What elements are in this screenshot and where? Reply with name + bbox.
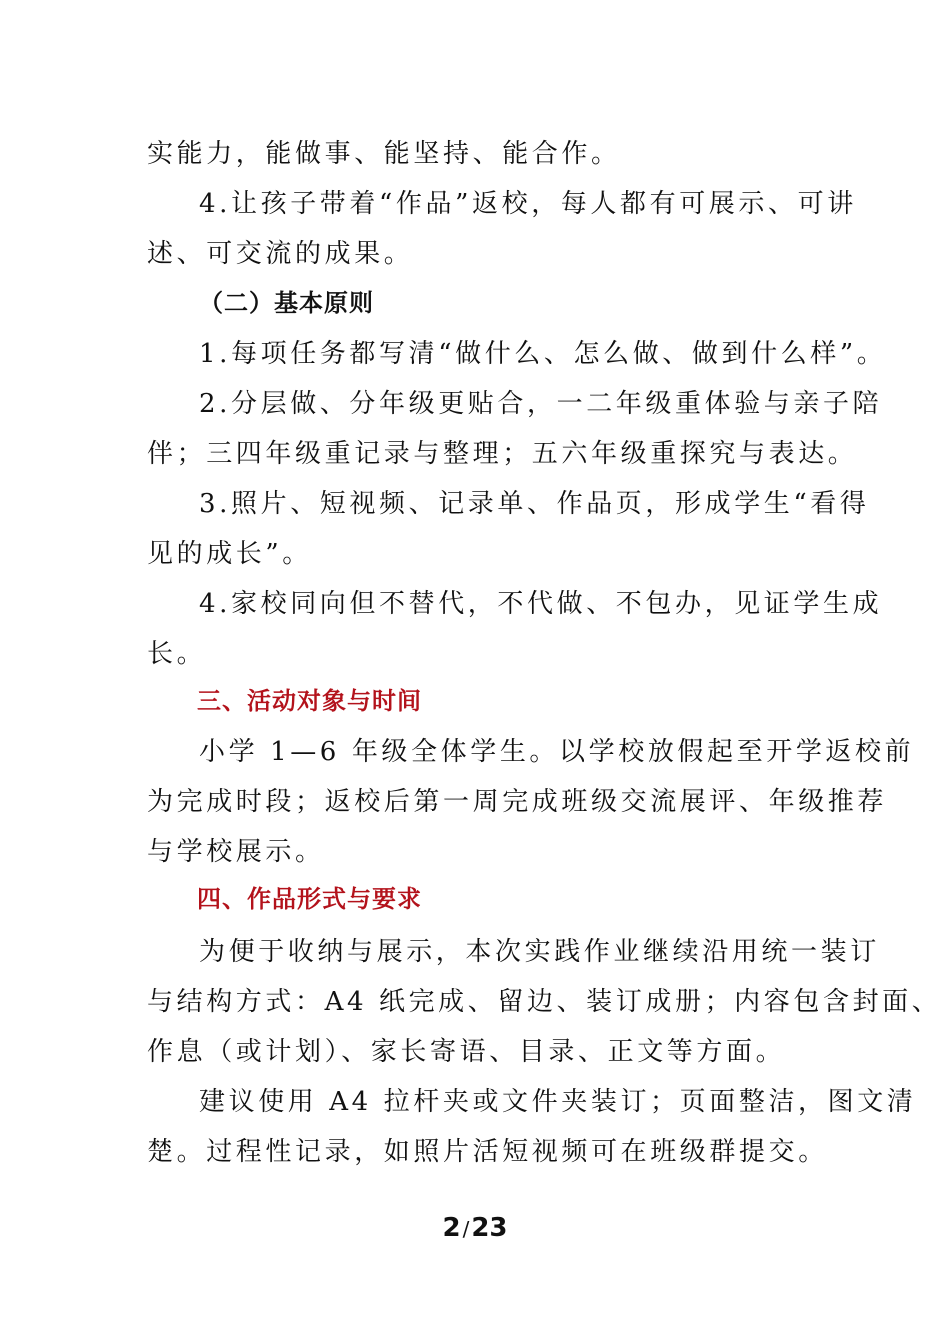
page-number-current: 2 — [442, 1213, 461, 1243]
page-number-separator: / — [462, 1217, 470, 1241]
page-number — [0, 1208, 950, 1249]
paragraph-line: 实能力，能做事、能坚持、能合作。 — [147, 139, 621, 169]
paragraph-line: 伴；三四年级重记录与整理；五六年级重探究与表达。 — [147, 439, 858, 469]
paragraph-line: 小学 1—6 年级全体学生。以学校放假起至开学返校前 — [199, 737, 915, 767]
paragraph-line: 述、可交流的成果。 — [147, 239, 414, 269]
paragraph-line: 4.家校同向但不替代，不代做、不包办，见证学生成 — [199, 589, 883, 619]
paragraph-line: 为完成时段；返校后第一周完成班级交流展评、年级推荐 — [147, 787, 888, 817]
section-heading-work-format: 四、作品形式与要求 — [197, 885, 422, 913]
paragraph-line: 与结构方式：A4 纸完成、留边、装订成册；内容包含封面、 — [147, 987, 942, 1017]
section-heading-activity-target: 三、活动对象与时间 — [197, 687, 422, 715]
paragraph-line: 4.让孩子带着“作品”返校，每人都有可展示、可讲 — [199, 189, 857, 219]
paragraph-line: 与学校展示。 — [147, 837, 325, 867]
paragraph-line: 作息（或计划）、家长寄语、目录、正文等方面。 — [147, 1037, 786, 1067]
paragraph-line: 长。 — [147, 639, 207, 669]
page-number-total: 23 — [471, 1213, 508, 1243]
paragraph-line: 为便于收纳与展示，本次实践作业继续沿用统一装订 — [199, 937, 880, 967]
paragraph-line: 2.分层做、分年级更贴合，一二年级重体验与亲子陪 — [199, 389, 883, 419]
paragraph-line: 见的成长”。 — [147, 539, 312, 569]
paragraph-line: 1.每项任务都写清“做什么、怎么做、做到什么样”。 — [199, 339, 887, 369]
paragraph-line: 3.照片、短视频、记录单、作品页，形成学生“看得 — [199, 489, 870, 519]
paragraph-line: 楚。过程性记录，如照片活短视频可在班级群提交。 — [147, 1137, 828, 1167]
paragraph-line: 建议使用 A4 拉杆夹或文件夹装订；页面整洁，图文清 — [199, 1087, 917, 1117]
section-heading-basic-principles: （二）基本原则 — [199, 289, 374, 317]
